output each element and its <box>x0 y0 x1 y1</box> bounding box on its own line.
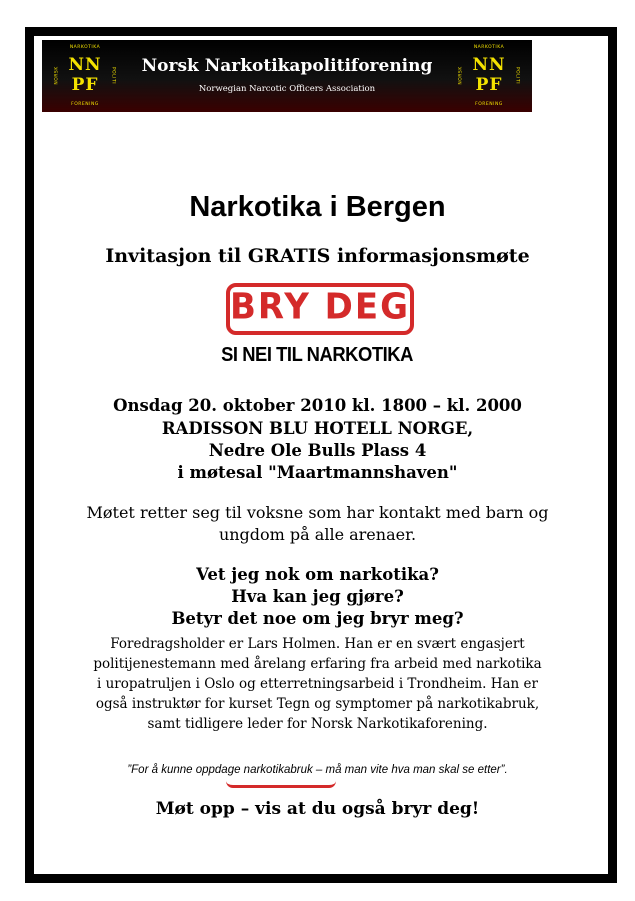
red-underline-mark <box>226 781 336 788</box>
bry-deg-logo-text: BRY DEG <box>229 286 411 328</box>
logo-ring-bottom: FORENING <box>71 102 99 107</box>
logo-ring-right: POLITI <box>514 66 520 85</box>
logo-line-1: NN <box>472 55 506 75</box>
question-3: Betyr det noe om jeg bryr meg? <box>171 609 464 628</box>
speaker-line-2: politijenestemann med årelang erfaring fra arbeid med narkotika <box>93 656 542 672</box>
organization-name-english: Norwegian Narcotic Officers Association <box>198 84 376 94</box>
logo-line-1: NN <box>68 55 102 75</box>
logo-letters <box>469 55 509 97</box>
nnpf-logo-right <box>458 44 520 108</box>
bry-deg-logo <box>226 283 414 335</box>
nnpf-logo-left <box>54 44 116 108</box>
quote: ”For å kunne oppdage narkotikabruk – må man vite hva man skal se etter”. <box>127 764 508 776</box>
event-address: Nedre Ole Bulls Plass 4 <box>208 441 427 460</box>
audience-line-1: Møtet retter seg til voksne som har kontakt med barn og <box>86 503 549 522</box>
speaker-line-5: samt tidligere leder for Norsk Narkotikaforening. <box>147 716 488 732</box>
question-2: Hva kan jeg gjøre? <box>231 587 404 606</box>
speaker-line-3: i uropatruljen i Oslo og etterretningsarbeid i Trondheim. Han er <box>96 676 538 692</box>
logo-ring-top: NARKOTIKA <box>473 45 505 50</box>
logo-line-2: PF <box>475 75 503 95</box>
speaker-line-4: også instruktør for kurset Tegn og symptomer på narkotikabruk, <box>95 696 540 712</box>
logo-ring-top: NARKOTIKA <box>69 45 101 50</box>
logo-ring-bottom: FORENING <box>475 102 503 107</box>
audience-line-2: ungdom på alle arenaer. <box>218 525 417 544</box>
invitation-subtitle: Invitasjon til GRATIS informasjonsmøte <box>105 245 530 267</box>
logo-ring-left: NORSK <box>458 66 464 85</box>
header-banner <box>42 40 532 112</box>
closing-line: Møt opp – vis at du også bryr deg! <box>155 799 480 819</box>
logo-line-2: PF <box>71 75 99 95</box>
campaign-slogan: SI NEI TIL NARKOTIKA <box>221 344 413 366</box>
logo-ring-right: POLITI <box>110 66 116 85</box>
logo-letters <box>65 55 105 97</box>
event-room: i møtesal "Maartmannshaven" <box>177 463 458 482</box>
organization-name: Norsk Narkotikapolitiforening <box>141 56 433 76</box>
question-1: Vet jeg nok om narkotika? <box>196 565 439 584</box>
logo-ring-left: NORSK <box>54 66 60 85</box>
page-title: Narkotika i Bergen <box>189 191 446 223</box>
event-date: Onsdag 20. oktober 2010 kl. 1800 – kl. 2000 <box>113 396 522 415</box>
speaker-line-1: Foredragsholder er Lars Holmen. Han er en svært engasjert <box>110 636 525 652</box>
event-venue: RADISSON BLU HOTELL NORGE, <box>161 419 474 438</box>
